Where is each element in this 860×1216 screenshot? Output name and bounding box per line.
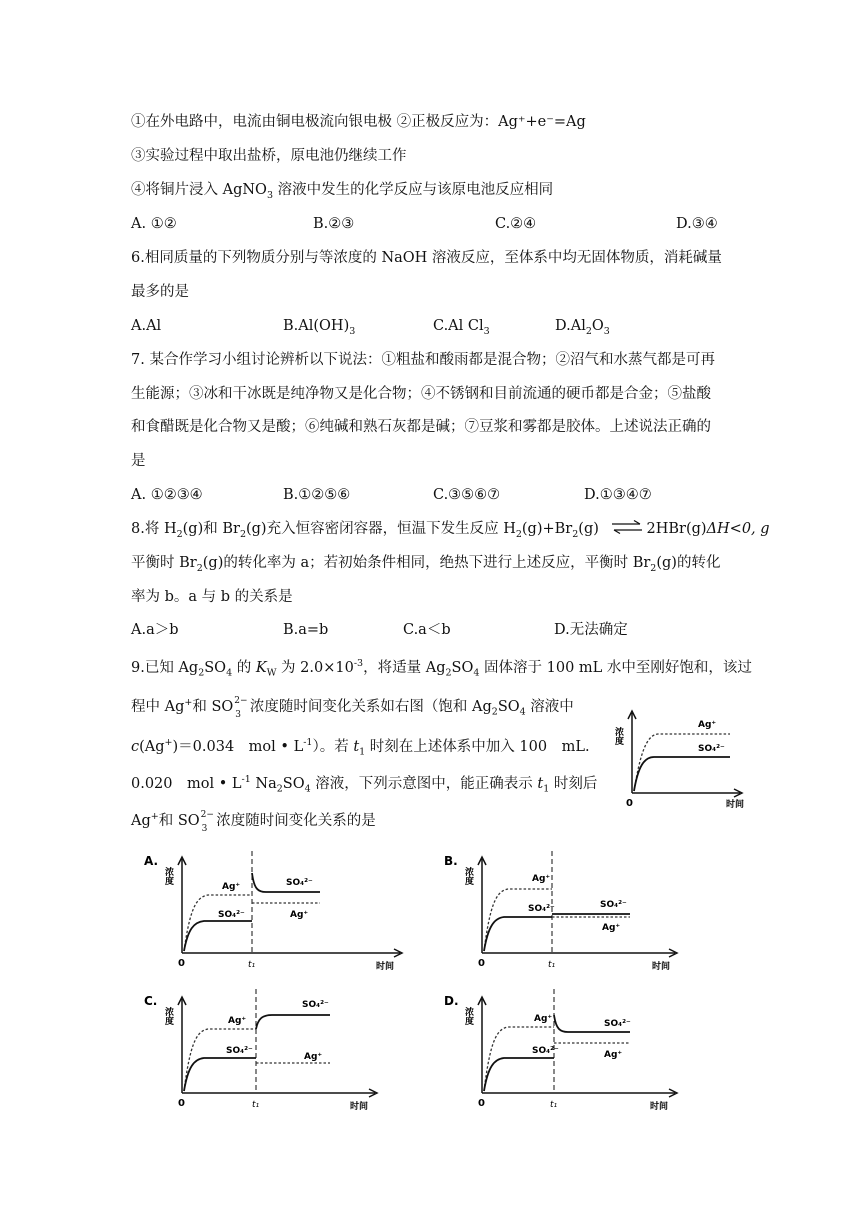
q7-option-a[interactable]: A. ①②③④ [131,487,203,503]
q8-option-d[interactable]: D.无法确定 [554,622,628,638]
so4-label: SO₄²⁻ [302,1000,329,1010]
q6-option-d[interactable]: $D.Al_2O_3$ [555,318,610,337]
q6-option-b[interactable]: $B.Al(OH)_3$ [283,318,356,337]
origin-label: 0 [478,1098,485,1109]
q7-option-b[interactable]: B.①②⑤⑥ [283,487,351,503]
q9-stem-line3: c(Ag+)＝0.034 mol • $L^{-1}$）。若 $t_1$ 时刻在上述体系中加入 100 mL. [131,737,590,758]
q5-option-b[interactable]: B.②③ [313,216,355,232]
q5-option-a[interactable]: A. ①② [131,216,177,232]
so4-label: SO₄²⁻ [528,904,555,914]
option-graph-d[interactable] [440,985,740,1120]
option-graph-a[interactable] [140,845,440,980]
so4-label: SO₄²⁻ [218,910,245,920]
x-axis-label: 时间 [652,962,671,972]
graph-letter-c: C. [144,994,158,1008]
origin-label: 0 [178,958,185,969]
q7-stem-line2: 生能源；③冰和干冰既是纯净物又是化合物；④不锈钢和目前流通的硬币都是合金；⑤盐酸 [131,386,711,402]
graph-letter-a: A. [144,854,159,868]
q8-stem-line2: 平衡时 $Br_2(g)$的转化率为 a；若初始条件相同，绝热下进行上述反应，平衡时 $Br_2(g)$的转化 [131,555,721,574]
t1-label: t₁ [548,960,556,970]
option-graph-b[interactable] [440,845,740,980]
q9-stem-line5: Ag+和 SO 2− 3 浓度随时间变化关系的是 [131,809,376,834]
q7-stem-line1: 7. 某合作学习小组讨论辨析以下说法：①粗盐和酸雨都是混合物；②沼气和水蒸气都是可再 [131,352,715,368]
q5-option-d[interactable]: D.③④ [676,216,718,232]
q7-stem-line3: 和食醋既是化合物又是酸；⑥纯碱和熟石灰都是碱；⑦豆浆和雾都是胶体。上述说法正确的 [131,419,711,435]
q9-stem-line1: 9.已知 $Ag_2SO_4$ 的 $K_W$ 为 $2.0\times 10^{-3}$，将适量 $Ag_2SO_4$ 固体溶于 100 mL 水中至刚好饱和，该过 [131,658,752,679]
t1-label: t₁ [248,960,256,970]
q9-stem-line4: 0.020 mol • $L^{-1}$ $Na_2SO_4$ 溶液，下列示意图中，能正确表示 $t_1$ 时刻后 [131,774,598,795]
q7-option-c[interactable]: C.③⑤⑥⑦ [433,487,501,503]
x-axis-label: 时间 [376,962,395,972]
q5-statement-4: ④将铜片浸入 AgNO$_3$ 溶液中发生的化学反应与该原电池反应相同 [131,182,554,201]
x-axis-label: 时间 [350,1102,369,1112]
ag-label: Ag⁺ [304,1052,323,1062]
ag-label: Ag⁺ [532,874,551,884]
option-graph-c[interactable] [140,985,440,1120]
ag-label: Ag⁺ [290,910,309,920]
q8-stem-line3: 率为 b。a 与 b 的关系是 [131,589,293,605]
q7-stem-line4: 是 [131,453,146,469]
q6-option-c[interactable]: C.Al $Cl_3$ [433,318,490,337]
x-axis-label: 时间 [650,1102,669,1112]
y-axis-label: 浓度 [463,867,473,885]
q6-stem-line2: 最多的是 [131,284,189,300]
q8-option-c[interactable]: C.a＜b [403,622,451,638]
so4-label: SO₄²⁻ [604,1019,631,1029]
ag-label: Ag⁺ [534,1014,553,1024]
q6-option-a[interactable]: A.Al [131,318,162,334]
t1-label: t₁ [252,1100,260,1110]
so4-label: SO₄²⁻ [600,900,627,910]
graph-letter-d: D. [444,994,459,1008]
ag-label: Ag⁺ [602,923,621,933]
so4-label: SO₄²⁻ [286,878,313,888]
y-axis-label: 浓度 [613,727,623,745]
x-axis-label: 时间 [726,800,745,810]
equilibrium-arrows-icon [610,520,644,534]
ag-label: Ag⁺ [228,1016,247,1026]
ag-label: Ag⁺ [698,720,717,730]
graph-letter-b: B. [444,854,458,868]
q5-statement-3: ③实验过程中取出盐桥，原电池仍继续工作 [131,148,407,164]
so4-label: SO₄²⁻ [698,744,725,754]
y-axis-label: 浓度 [463,1007,473,1025]
q7-option-d[interactable]: D.①③④⑦ [584,487,652,503]
origin-label: 0 [626,798,633,809]
q8-stem-line1: 8.将 $H_2(g)$和 $Br_2(g)$充入恒容密闭容器，恒温下发生反应 $H_2(g)+Br_2(g)$ 2HBr(g)ΔH<0, g [131,521,770,540]
q5-option-c[interactable]: C.②④ [495,216,537,232]
q9-stem-line2: 程中 Ag+和 SO 2− 3 浓度随时间变化关系如右图（饱和 $Ag_2SO_4$ 溶液中 [131,695,574,720]
so4-label: SO₄²⁻ [226,1046,253,1056]
q6-stem-line1: 6.相同质量的下列物质分别与等浓度的 NaOH 溶液反应，至体系中均无固体物质，消耗碱量 [131,250,722,266]
ag-label: Ag⁺ [604,1050,623,1060]
q8-option-a[interactable]: A.a＞b [131,622,179,638]
q8-option-b[interactable]: B.a=b [283,622,329,638]
reference-graph [610,705,750,810]
so4-label: SO₄²⁻ [532,1046,559,1056]
origin-label: 0 [478,958,485,969]
origin-label: 0 [178,1098,185,1109]
ag-label: Ag⁺ [222,882,241,892]
y-axis-label: 浓度 [163,1007,173,1025]
y-axis-label: 浓度 [163,867,173,885]
t1-label: t₁ [550,1100,558,1110]
q5-statement-1-2: ①在外电路中，电流由铜电极流向银电极 ②正极反应为：Ag⁺+e⁻=Ag [131,114,586,130]
